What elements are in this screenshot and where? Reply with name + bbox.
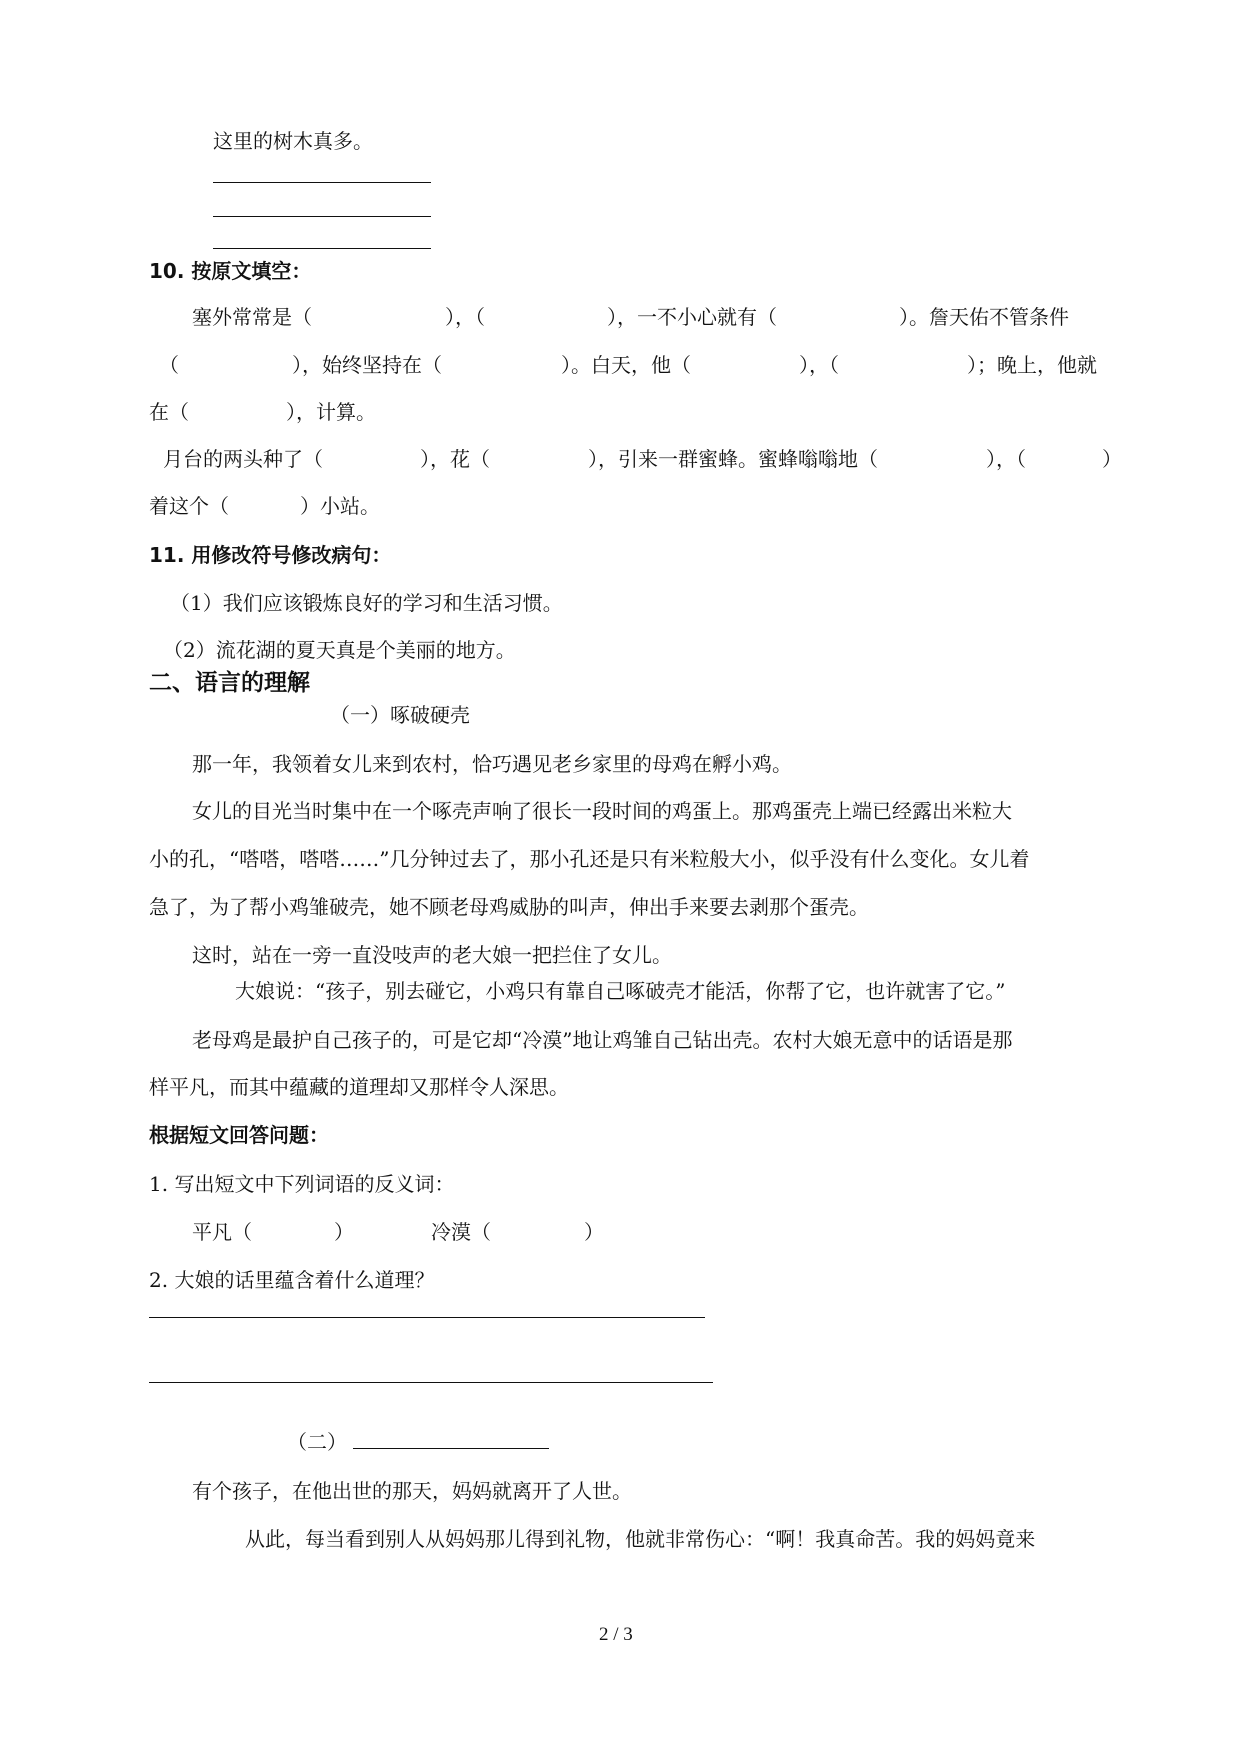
antonym-prompt: 冷漠（ — [431, 1220, 491, 1244]
answer-line-3[interactable] — [213, 248, 431, 249]
passage-paragraph: 老母鸡是最护自己孩子的，可是它却“冷漠”地让鸡雏自己钻出壳。农村大娘无意中的话语是那 — [192, 1028, 1013, 1052]
answer-line-2[interactable] — [213, 216, 431, 217]
fill-text: （ — [159, 353, 179, 377]
passage-paragraph: 女儿的目光当时集中在一个啄壳声响了很长一段时间的鸡蛋上。那鸡蛋壳上端已经露出米粒大 — [192, 799, 1012, 823]
passage-paragraph: 大娘说：“孩子，别去碰它，小鸡只有靠自己啄破壳才能活，你帮了它，也许就害了它。” — [235, 979, 1006, 1003]
passage-paragraph: 那一年，我领着女儿来到农村，恰巧遇见老乡家里的母鸡在孵小鸡。 — [192, 752, 792, 776]
fill-text: ），花（ — [420, 447, 490, 471]
passage-2-paragraph: 从此，每当看到别人从妈妈那儿得到礼物，他就非常伤心：“啊！我真命苦。我的妈妈竟来 — [245, 1527, 1036, 1551]
section-heading: 二、语言的理解 — [149, 670, 310, 696]
fill-text: ），（ — [445, 305, 485, 329]
fill-text: ）。白天，他（ — [561, 353, 691, 377]
question-1: 1. 写出短文中下列词语的反义词： — [149, 1172, 455, 1196]
questions-heading: 根据短文回答问题： — [149, 1123, 329, 1147]
antonym-prompt: ） — [584, 1220, 604, 1244]
fill-text: ）小站。 — [300, 494, 380, 518]
fill-text: 在（ — [149, 400, 189, 424]
answer-line-q2-2[interactable] — [149, 1382, 713, 1383]
fill-text: 月台的两头种了（ — [163, 447, 323, 471]
fill-text: ），计算。 — [286, 400, 376, 424]
passage-2-paragraph: 有个孩子，在他出世的那天，妈妈就离开了人世。 — [192, 1479, 632, 1503]
passage-paragraph: 样平凡，而其中蕴藏的道理却又那样令人深思。 — [149, 1075, 569, 1099]
antonym-prompt: 平凡（ — [192, 1220, 252, 1244]
question-11-title: 11. 用修改符号修改病句： — [149, 543, 392, 567]
fill-text: ） — [1102, 447, 1122, 471]
antonym-prompt: ） — [334, 1220, 354, 1244]
sick-sentence-2: （2）流花湖的夏天真是个美丽的地方。 — [163, 638, 516, 662]
passage-paragraph: 急了，为了帮小鸡雏破壳，她不顾老母鸡威胁的叫声，伸出手来要去剥那个蛋壳。 — [149, 895, 869, 919]
passage-1-title: （一）啄破硬壳 — [330, 703, 470, 727]
answer-line-1[interactable] — [213, 182, 431, 183]
fill-text: ）；晚上，他就 — [967, 353, 1097, 377]
fill-text: 塞外常常是（ — [192, 305, 312, 329]
answer-line-q2-1[interactable] — [149, 1317, 705, 1318]
sick-sentence-1: （1）我们应该锻炼良好的学习和生活习惯。 — [170, 591, 563, 615]
fill-text: ）。詹天佑不管条件 — [899, 305, 1069, 329]
question-2: 2. 大娘的话里蕴含着什么道理？ — [149, 1268, 435, 1292]
fill-text: ），始终坚持在（ — [292, 353, 442, 377]
fill-text: ），一不小心就有（ — [607, 305, 777, 329]
passage-2-title: （二） — [287, 1430, 347, 1454]
example-sentence: 这里的树木真多。 — [213, 129, 373, 153]
fill-text: ），（ — [986, 447, 1026, 471]
fill-text: 着这个（ — [149, 494, 229, 518]
passage-paragraph: 小的孔，“嗒嗒，嗒嗒……”几分钟过去了，那小孔还是只有米粒般大小，似乎没有什么变化。女儿着 — [149, 847, 1030, 871]
title-blank-line[interactable] — [353, 1448, 549, 1449]
fill-text: ），（ — [799, 353, 839, 377]
fill-text: ），引来一群蜜蜂。蜜蜂嗡嗡地（ — [588, 447, 878, 471]
page-number: 2 / 3 — [599, 1624, 633, 1645]
question-10-title: 10. 按原文填空： — [149, 259, 312, 283]
passage-paragraph: 这时，站在一旁一直没吱声的老大娘一把拦住了女儿。 — [192, 943, 672, 967]
